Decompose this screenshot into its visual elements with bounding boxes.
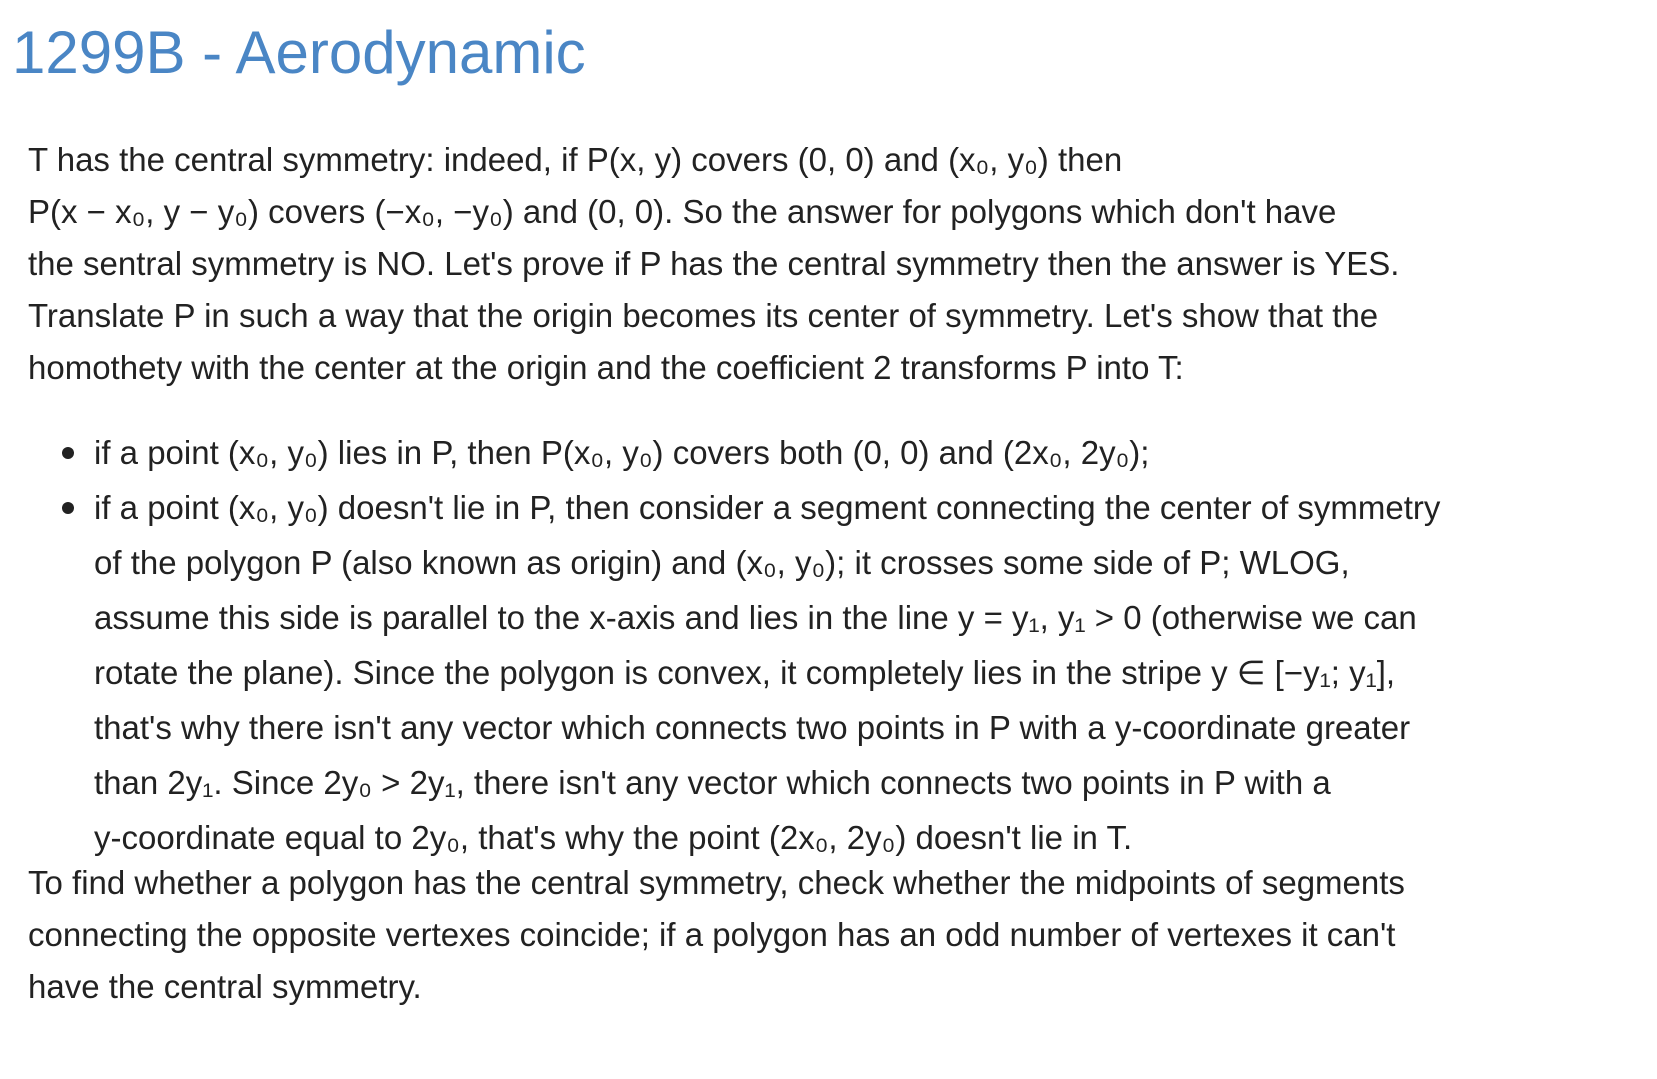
text-line: have the central symmetry. <box>28 968 422 1005</box>
list-item <box>28 425 1638 480</box>
text-line: than 2y₁. Since 2y₀ > 2y₁, there isn't any vector which connects two points in P with a <box>94 764 1331 801</box>
intro-paragraph <box>28 134 1638 394</box>
text-line: y-coordinate equal to 2y₀, that's why the point (2x₀, 2y₀) doesn't lie in T. <box>94 819 1133 856</box>
page-title: 1299B - Aerodynamic <box>12 19 586 86</box>
text-line: assume this side is parallel to the x-axis and lies in the line y = y₁, y₁ > 0 (otherwise we can <box>94 599 1417 636</box>
text-line: that's why there isn't any vector which connects two points in P with a y-coordinate greater <box>94 709 1411 746</box>
proof-bullet-list <box>28 425 1638 865</box>
text-line: T has the central symmetry: indeed, if P(x, y) covers (0, 0) and (x₀, y₀) then <box>28 141 1123 178</box>
text-line: rotate the plane). Since the polygon is convex, it completely lies in the stripe y ∈ [−y₁; y₁], <box>94 654 1396 691</box>
text-line: P(x − x₀, y − y₀) covers (−x₀, −y₀) and (0, 0). So the answer for polygons which don't have <box>28 193 1337 230</box>
text-line: if a point (x₀, y₀) doesn't lie in P, then consider a segment connecting the center of symmetry <box>94 489 1441 526</box>
list-item <box>28 480 1638 865</box>
text-line: of the polygon P (also known as origin) and (x₀, y₀); it crosses some side of P; WLOG, <box>94 544 1350 581</box>
text-line: To find whether a polygon has the central symmetry, check whether the midpoints of segments <box>28 864 1405 901</box>
bullet-icon <box>62 447 74 459</box>
text-line: connecting the opposite vertexes coincide; if a polygon has an odd number of vertexes it can't <box>28 916 1396 953</box>
text-line: the sentral symmetry is NO. Let's prove if P has the central symmetry then the answer is YES. <box>28 245 1400 282</box>
text-line: if a point (x₀, y₀) lies in P, then P(x₀, y₀) covers both (0, 0) and (2x₀, 2y₀); <box>94 434 1150 471</box>
conclusion-paragraph <box>28 857 1638 1013</box>
text-line: Translate P in such a way that the origin becomes its center of symmetry. Let's show that the <box>28 297 1379 334</box>
bullet-icon <box>62 502 74 514</box>
text-line: homothety with the center at the origin and the coefficient 2 transforms P into T: <box>28 349 1184 386</box>
